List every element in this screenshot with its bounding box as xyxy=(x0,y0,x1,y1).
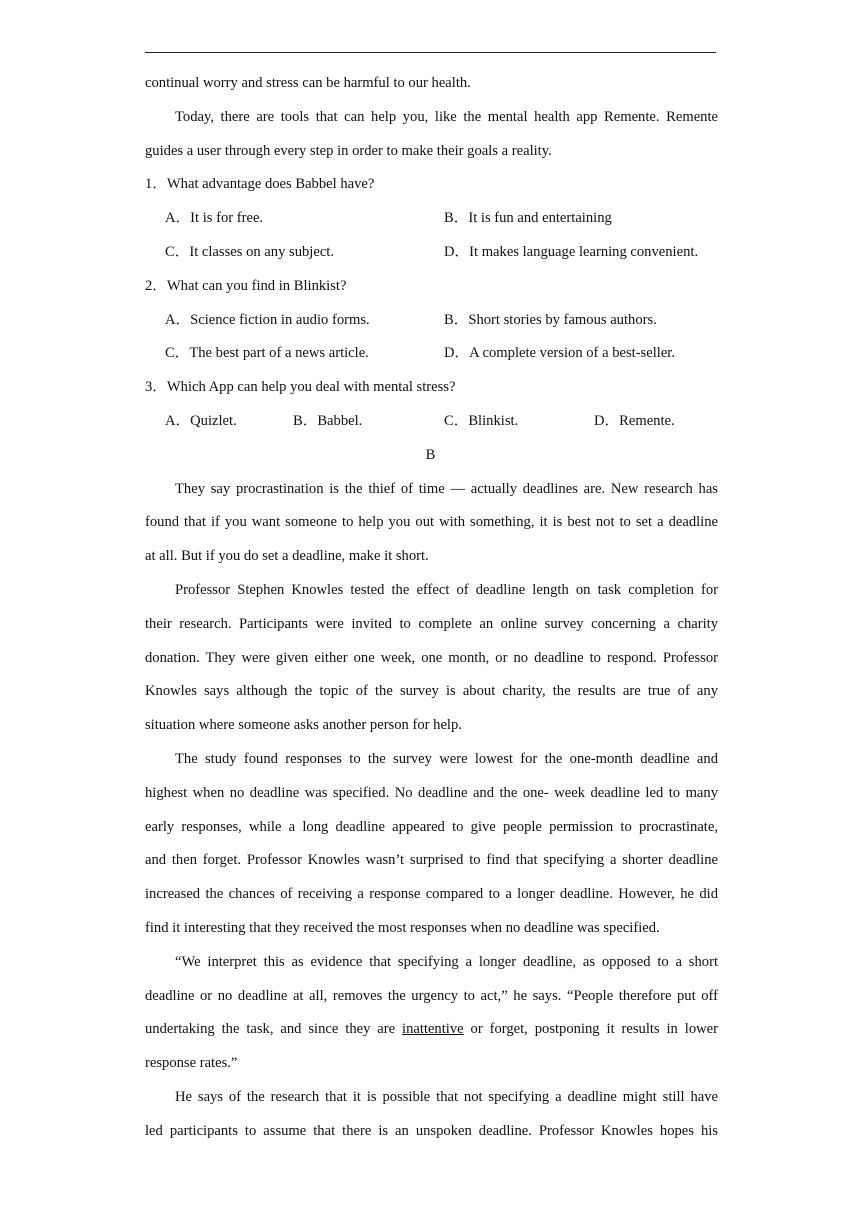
passage-line: and then forget. Professor Knowles wasn’t surprised to find that specifying a shorter deadline xyxy=(145,852,718,868)
passage-line: They say procrastination is the thief of time — actually deadlines are. New research has xyxy=(175,481,718,497)
option-d[interactable]: D．Remente. xyxy=(594,413,675,429)
passage-line: situation where someone asks another person for help. xyxy=(145,717,462,733)
option-c[interactable]: C．The best part of a news article. xyxy=(165,345,369,361)
option-c[interactable]: C．It classes on any subject. xyxy=(165,244,335,260)
question-stem: 2．What can you find in Blinkist? xyxy=(145,278,347,294)
question-stem: 3．Which App can help you deal with mental stress? xyxy=(145,379,456,395)
underlined-word: inattentive xyxy=(402,1021,464,1037)
passage-line: response rates.” xyxy=(145,1055,238,1071)
header-rule xyxy=(145,52,716,53)
passage-line: found that if you want someone to help you out with something, it is best not to set a deadline xyxy=(145,514,718,530)
option-c[interactable]: C．Blinkist. xyxy=(444,413,519,429)
section-heading: B xyxy=(425,447,436,463)
passage-line: Today, there are tools that can help you, like the mental health app Remente. Remente xyxy=(175,109,718,125)
option-d[interactable]: D．It makes language learning convenient. xyxy=(444,244,699,260)
option-a[interactable]: A．Science fiction in audio forms. xyxy=(165,312,370,328)
passage-line: guides a user through every step in order to make their goals a reality. xyxy=(145,143,552,159)
option-b[interactable]: B．It is fun and entertaining xyxy=(444,210,612,226)
option-b[interactable]: B．Babbel. xyxy=(293,413,363,429)
passage-line: early responses, while a long deadline appeared to give people permission to procrastinate, xyxy=(145,819,718,835)
passage-line: donation. They were given either one week, one month, or no deadline to respond. Professor xyxy=(145,650,718,666)
passage-line: deadline or no deadline at all, removes the urgency to act,” he says. “People therefore put off xyxy=(145,988,718,1004)
passage-line: Professor Stephen Knowles tested the effect of deadline length on task completion for xyxy=(175,582,718,598)
question-stem: 1．What advantage does Babbel have? xyxy=(145,176,375,192)
passage-line: at all. But if you do set a deadline, make it short. xyxy=(145,548,429,564)
passage-line: He says of the research that it is possible that not specifying a deadline might still have xyxy=(175,1089,718,1105)
passage-line: find it interesting that they received the most responses when no deadline was specified. xyxy=(145,920,660,936)
passage-line: led participants to assume that there is an unspoken deadline. Professor Knowles hopes his xyxy=(145,1123,718,1139)
option-a[interactable]: A．Quizlet. xyxy=(165,413,237,429)
passage-text: undertaking the task, and since they are xyxy=(145,1021,403,1037)
passage-line: “We interpret this as evidence that specifying a longer deadline, as opposed to a short xyxy=(175,954,718,970)
option-a[interactable]: A．It is for free. xyxy=(165,210,264,226)
passage-line: continual worry and stress can be harmful to our health. xyxy=(145,75,471,91)
passage-line: highest when no deadline was specified. No deadline and the one- week deadline led to many xyxy=(145,785,718,801)
passage-text: or forget, postponing it results in lower xyxy=(463,1021,718,1037)
passage-line: Knowles says although the topic of the survey is about charity, the results are true of any xyxy=(145,683,718,699)
passage-line: The study found responses to the survey were lowest for the one-month deadline and xyxy=(175,751,718,767)
option-d[interactable]: D．A complete version of a best-seller. xyxy=(444,345,676,361)
passage-line: their research. Participants were invited to complete an online survey concerning a charity xyxy=(145,616,718,632)
passage-line xyxy=(145,1019,718,1039)
option-b[interactable]: B．Short stories by famous authors. xyxy=(444,312,657,328)
passage-line: increased the chances of receiving a response compared to a longer deadline. However, he did xyxy=(145,886,718,902)
